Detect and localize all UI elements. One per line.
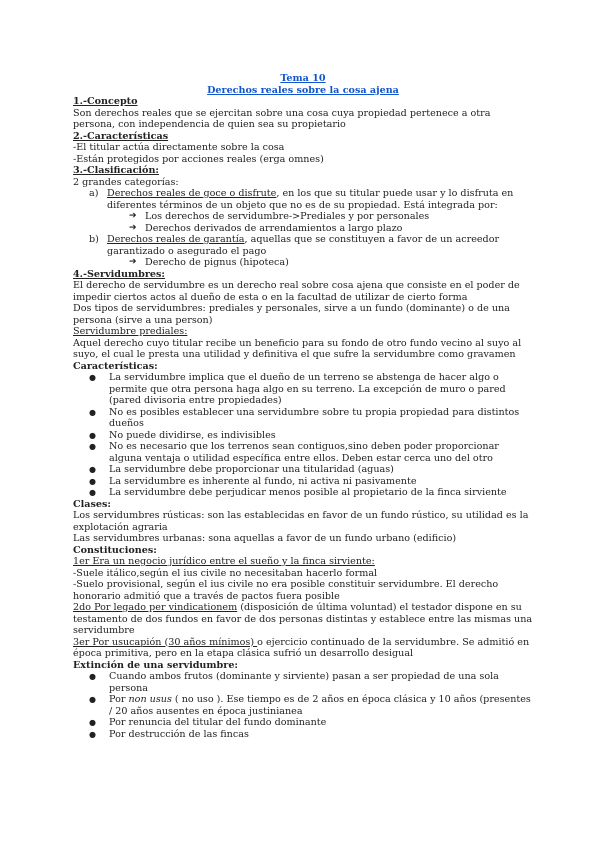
heading-concepto: 1.-Concepto [73,96,138,107]
concepto-text: Son derechos reales que se ejercitan sobre una cosa cuya propiedad pertenece a otra persona, con independencia de quien sea su propietario [73,107,491,130]
document-title [73,73,533,96]
bullet-icon: ● [89,695,96,704]
constitucion-1-heading: 1er Era un negocio jurídico entre el sueño y la finca sirviente: [73,556,375,567]
bullet-icon: ● [89,672,96,681]
constitucion-2-term: 2do Por legado per vindicationem [73,602,238,613]
bullet-item: ● Por renuncia del titular del fundo dominante [89,717,327,728]
caracteristica-line: -El titular actúa directamente sobre la cosa [73,142,285,153]
bullet-item: ● La servidumbre debe proporcionar una titularidad (aguas) [89,464,394,475]
constitucion-1-line: -Suele itálico,según el ius civile no necesitaban hacerlo formal [73,567,378,579]
list-item-a [73,188,533,211]
arrow-icon: ➔ [129,257,137,267]
title-topic-number: Tema 10 [280,73,326,84]
caracteristica-line: -Están protegidos por acciones reales (erga omnes) [73,153,324,165]
heading-servidumbre-prediales: Servidumbre prediales: [73,326,188,337]
heading-constituciones: Constituciones: [73,544,157,556]
prediales-text: Aquel derecho cuyo titular recibe un beneficio para su fondo de otro fundo vecino al suyo al suyo, el cual le presta una utilidad y definitiva el que sufre la servidumbre como gravamen [73,337,522,360]
clasificacion-intro: 2 grandes categorías: [73,176,179,188]
bullet-item: ● La servidumbre es inherente al fundo, ni activa ni pasivamente [89,475,417,487]
clase-text: Los servidumbres rústicas: son las establecidas en favor de un fundo rústico, su utilidad es la explotación agraria [73,510,529,533]
bullet-item: ● No es posibles establecer una servidumbre sobre tu propia propiedad para distintos dueños [89,406,520,429]
bullet-item: ● La servidumbre implica que el dueño de un terreno se abstenga de hacer algo o permite que otra persona haga algo en su terreno. La excepción de muro o pared (pared divisoria entre propiedades) [89,372,506,406]
list-item-b [73,234,533,257]
arrow-icon: ➔ [129,222,137,233]
heading-clasificacion: 3.-Clasificación: [73,165,159,176]
bullet-icon: ● [89,488,96,497]
list-marker: a) [89,188,99,199]
constitucion-1-line: -Suelo provisional, según el ius civile no era posible constituir servidumbre. El derecho honorario admitió que a través de pactos fuera posible [73,579,499,602]
bullet-item: ● Por non usus ( no uso ). Ese tiempo es de 2 años en época clásica y 10 años (presentes / 20 años ausentes en época justinianea [89,694,531,717]
constitucion-3-term: 3er Por usucapión (30 años mínimos) [73,636,258,648]
bullet-icon: ● [89,430,96,440]
constitucion-2-desc: (disposición de última voluntad) el testador dispone en su testamento de dos fundos en favor de dos personas distintas y establece entre las mismas una servidumbre [73,602,533,636]
term-goce-disfrute: Derechos reales de goce o disfrute [107,188,277,199]
constitucion-2 [73,602,533,637]
bullet-icon: ● [89,476,96,486]
arrow-icon: ➔ [129,211,137,221]
constitucion-3 [73,637,533,660]
non-usus-term: non usus [128,694,172,705]
bullet-item: ● Por destrucción de las fincas [89,728,249,740]
heading-servidumbres: 4.-Servidumbres: [73,268,165,280]
servidumbres-tipos: Dos tipos de servidumbres: prediales y personales, sirve a un fundo (dominante) o de una persona (sirve a una person) [73,303,510,326]
bullet-icon: ● [89,373,96,382]
servidumbres-intro: El derecho de servidumbre es un derecho real sobre cosa ajena que consiste en el poder de impedir ciertos actos al dueño de esta o en la facultad de utilizar de cierto forma [73,280,520,303]
bullet-icon: ● [89,442,96,451]
clase-text: Las servidumbres urbanas: sona aquellas a favor de un fundo urbano (edificio) [73,533,457,544]
term-garantia-desc: , aquellas que se constituyen a favor de un acreedor garantizado o asegurado el pago [107,234,500,257]
list-marker: b) [89,234,99,245]
bullet-item: ● Cuando ambos frutos (dominante y sirviente) pasan a ser propiedad de una sola persona [89,671,499,694]
arrow-item: ➔ Derecho de pignus (hipoteca) [129,257,289,268]
term-garantia: Derechos reales de garantía [107,234,245,245]
bullet-icon: ● [89,718,96,727]
document-content [73,73,533,740]
bullet-item: ● No puede dividirse, es indivisibles [89,429,276,441]
constitucion-3-desc: o ejercicio continuado de la servidumbre. Se admitió en época primitiva, pero en la etapa clásica sufrió un desarrollo desigual [73,636,530,659]
bullet-item: ● No es necesario que los terrenos sean contiguos,sino deben poder proporcionar alguna ventaja o utilidad específica entre ellos. Deben estar cerca uno del otro [89,441,499,464]
bullet-icon: ● [89,407,96,417]
heading-caracteristicas: 2.-Características [73,130,169,142]
term-goce-disfrute-desc: , en los que su titular puede usar y lo disfruta en diferentes términos de un objeto que no es de su propiedad. Está integrada por: [107,188,514,211]
heading-clases: Clases: [73,498,111,510]
arrow-item: ➔ Los derechos de servidumbre->Prediales y por personales [129,211,430,222]
bullet-icon: ● [89,465,96,474]
bullet-icon: ● [89,729,96,739]
heading-caracteristicas-servidumbre: Características: [73,360,158,372]
arrow-item: ➔ Derechos derivados de arrendamientos a largo plazo [129,222,403,234]
bullet-item: ● La servidumbre debe perjudicar menos posible al propietario de la finca sirviente [89,487,507,498]
heading-extincion: Extinción de una servidumbre: [73,659,238,671]
title-topic-name: Derechos reales sobre la cosa ajena [207,84,399,96]
